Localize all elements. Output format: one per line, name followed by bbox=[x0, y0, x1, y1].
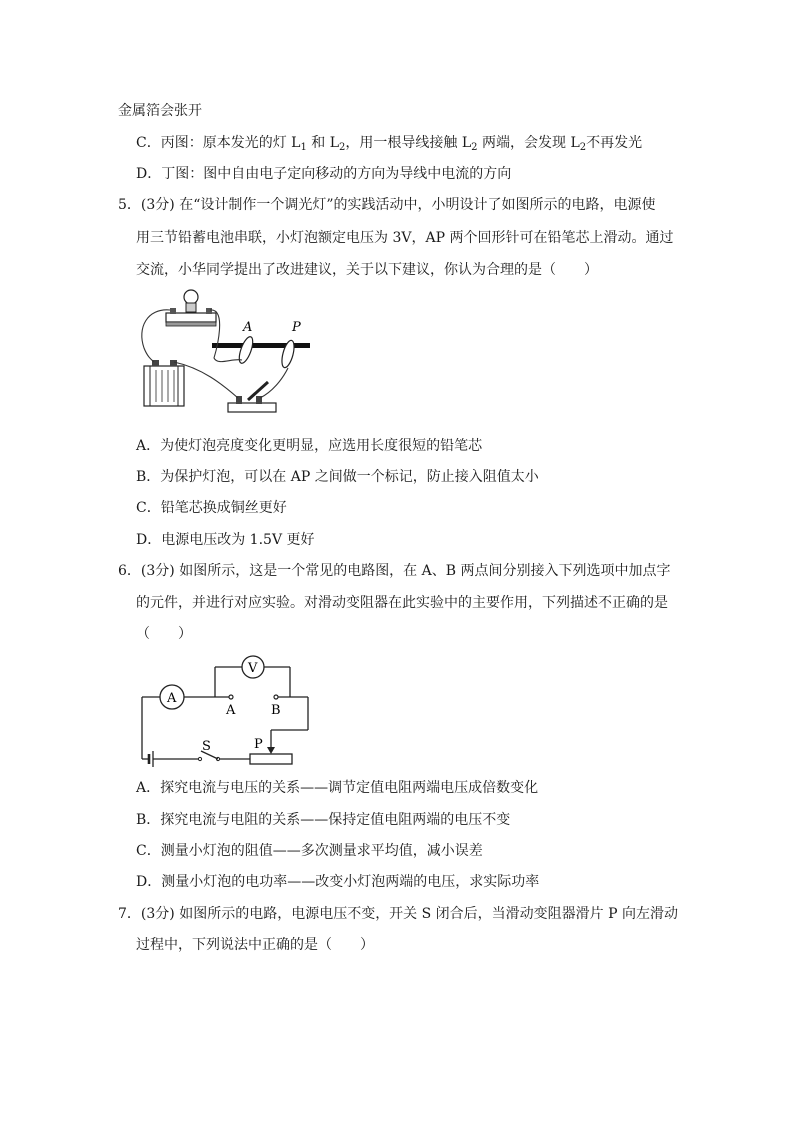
q7-stem-line-1: 7．(3分) 如图所示的电路，电源电压不变，开关 S 闭合后，当滑动变阻器滑片 P 向左滑动 bbox=[118, 906, 678, 922]
q6-option-a: A．探究电流与电压的关系——调节定值电阻两端电压成倍数变化 bbox=[136, 780, 539, 796]
prev-question-option-d: D．丁图：图中自由电子定向移动的方向为导线中电流的方向 bbox=[136, 166, 512, 182]
terminal-a bbox=[229, 695, 233, 699]
q6-stem-line-3: （ ） bbox=[136, 626, 192, 642]
bulb-icon bbox=[184, 290, 198, 304]
point-b-label: B bbox=[271, 703, 281, 718]
q6-option-c: C．测量小灯泡的阻值——多次测量求平均值，减小误差 bbox=[136, 843, 483, 859]
option-c-text: ，用一根导线接触 L bbox=[345, 135, 472, 151]
rheostat-icon bbox=[250, 754, 292, 764]
q5-stem-line-1: 5．(3分) 在“设计制作一个调光灯”的实践活动中，小明设计了如图所示的电路，电源使 bbox=[118, 197, 656, 213]
point-a-label: A bbox=[226, 703, 236, 718]
q5-stem-line-2: 用三节铅蓄电池串联，小灯泡额定电压为 3V，AP 两个回形针可在铅笔芯上滑动。通过 bbox=[136, 230, 674, 246]
lamp-base-side bbox=[166, 322, 216, 326]
wire bbox=[260, 368, 288, 398]
q6-stem-line-1: 6．(3分) 如图所示，这是一个常见的电路图，在 A、B 两点间分别接入下列选项中加点字 bbox=[118, 563, 671, 579]
clip-a-icon bbox=[237, 335, 256, 365]
label-a: A bbox=[243, 320, 253, 335]
subscript: 2 bbox=[471, 142, 478, 153]
voltmeter-label: V bbox=[248, 661, 258, 676]
switch-base bbox=[228, 403, 276, 412]
option-c-text: 不再发光 bbox=[586, 135, 643, 151]
q6-circuit-diagram bbox=[132, 650, 322, 770]
option-c-text: 和 L bbox=[306, 135, 340, 151]
lamp-base bbox=[166, 313, 216, 322]
bulb-socket bbox=[186, 303, 196, 312]
prev-question-option-c bbox=[136, 133, 642, 158]
option-c-text: 两端，会发现 L bbox=[477, 135, 580, 151]
label-p: P bbox=[292, 320, 301, 335]
q6-option-d: D．测量小灯泡的电功率——改变小灯泡两端的电压，求实际功率 bbox=[136, 874, 540, 890]
q5-option-c: C．铅笔芯换成铜丝更好 bbox=[136, 500, 287, 516]
subscript: 2 bbox=[339, 142, 346, 153]
subscript: 1 bbox=[300, 142, 307, 153]
subscript: 2 bbox=[579, 142, 587, 153]
q6-stem-line-2: 的元件，并进行对应实验。对滑动变阻器在此实验中的主要作用，下列描述不正确的是 bbox=[136, 595, 668, 611]
lamp-terminal-left bbox=[170, 308, 176, 314]
q5-option-a: A．为使灯泡亮度变化更明显，应选用长度很短的铅笔芯 bbox=[136, 438, 483, 454]
lamp-terminal-right bbox=[206, 308, 212, 314]
q5-option-d: D．电源电压改为 1.5V 更好 bbox=[136, 532, 315, 548]
q5-stem-line-3: 交流，小华同学提出了改进建议，关于以下建议，你认为合理的是（ ） bbox=[136, 262, 598, 278]
terminal-b bbox=[274, 695, 278, 699]
prev-question-continuation: 金属箔会张开 bbox=[118, 103, 202, 119]
pencil-lead bbox=[212, 343, 310, 348]
q5-dimmer-circuit-figure bbox=[132, 288, 322, 423]
q5-option-b: B．为保护灯泡，可以在 AP 之间做一个标记，防止接入阻值太小 bbox=[136, 469, 539, 485]
q7-stem-line-2: 过程中，下列说法中正确的是（ ） bbox=[136, 937, 374, 953]
ammeter-label: A bbox=[167, 691, 177, 706]
q6-option-b: B．探究电流与电阻的关系——保持定值电阻两端的电压不变 bbox=[136, 812, 511, 828]
slider-label: P bbox=[254, 737, 263, 752]
option-c-text: C．丙图：原本发光的灯 L bbox=[136, 135, 301, 151]
switch-label: S bbox=[202, 739, 211, 754]
